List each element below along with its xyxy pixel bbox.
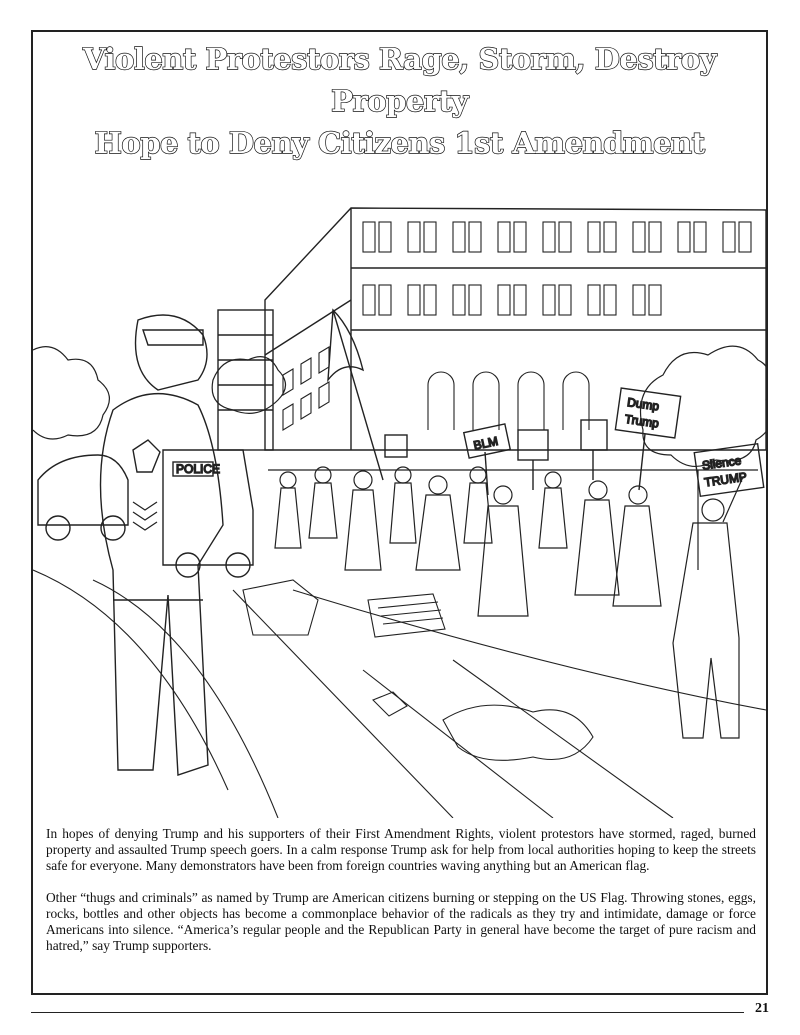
debris bbox=[243, 580, 593, 760]
police-shoulder-patch bbox=[133, 440, 160, 472]
protest-signs bbox=[328, 310, 764, 496]
police-van bbox=[163, 450, 253, 577]
sign-blm bbox=[464, 424, 510, 495]
protest-illustration bbox=[33, 150, 766, 818]
sign-dump-trump bbox=[615, 388, 680, 490]
sign-blm-text: BLM bbox=[472, 433, 500, 453]
sign-silence-trump-line-2: TRUMP bbox=[703, 469, 748, 490]
article-paragraph-1: In hopes of denying Trump and his supporters of their First Amendment Rights, violent protestors have stormed, raged, burned property and assaulted Trump speech goers. In a calm response Trump ask for help from local authorities hoping to keep the streets safe for everyone. Many demonstrators have been from foreign countries waving anything but an American flag. bbox=[46, 826, 756, 873]
footer-rule bbox=[31, 1012, 744, 1013]
page-title bbox=[31, 38, 768, 164]
page-number: 21 bbox=[755, 1001, 769, 1016]
road bbox=[33, 570, 766, 818]
article-body bbox=[46, 826, 756, 970]
sign-dump-trump-line-2: Trump bbox=[623, 411, 660, 431]
sign-silence-trump-line-1: Silence bbox=[701, 453, 743, 473]
parked-car bbox=[38, 455, 128, 540]
title-line-2: Hope to Deny Citizens 1st Amendment bbox=[94, 126, 705, 160]
police-van-label: POLICE bbox=[176, 462, 221, 476]
crowd bbox=[268, 467, 758, 738]
police-officer bbox=[101, 315, 224, 775]
article-paragraph-2: Other “thugs and criminals” as named by Trump are American citizens burning or stepping on the US Flag. Throwing stones, eggs, rocks, bottles and other objects has become a commonplace behavior of the radicals as they try and intimidate, damage or force Americans into silence. “America’s regular people and the Republican Party in general have become the target of pure racism and hatred,” say Trump supporters. bbox=[46, 890, 756, 953]
trees bbox=[33, 346, 766, 570]
sign-dump-trump-line-1: Dump bbox=[626, 395, 661, 414]
title-line-1: Violent Protestors Rage, Storm, Destroy Property bbox=[82, 42, 717, 118]
main-building bbox=[265, 208, 766, 450]
